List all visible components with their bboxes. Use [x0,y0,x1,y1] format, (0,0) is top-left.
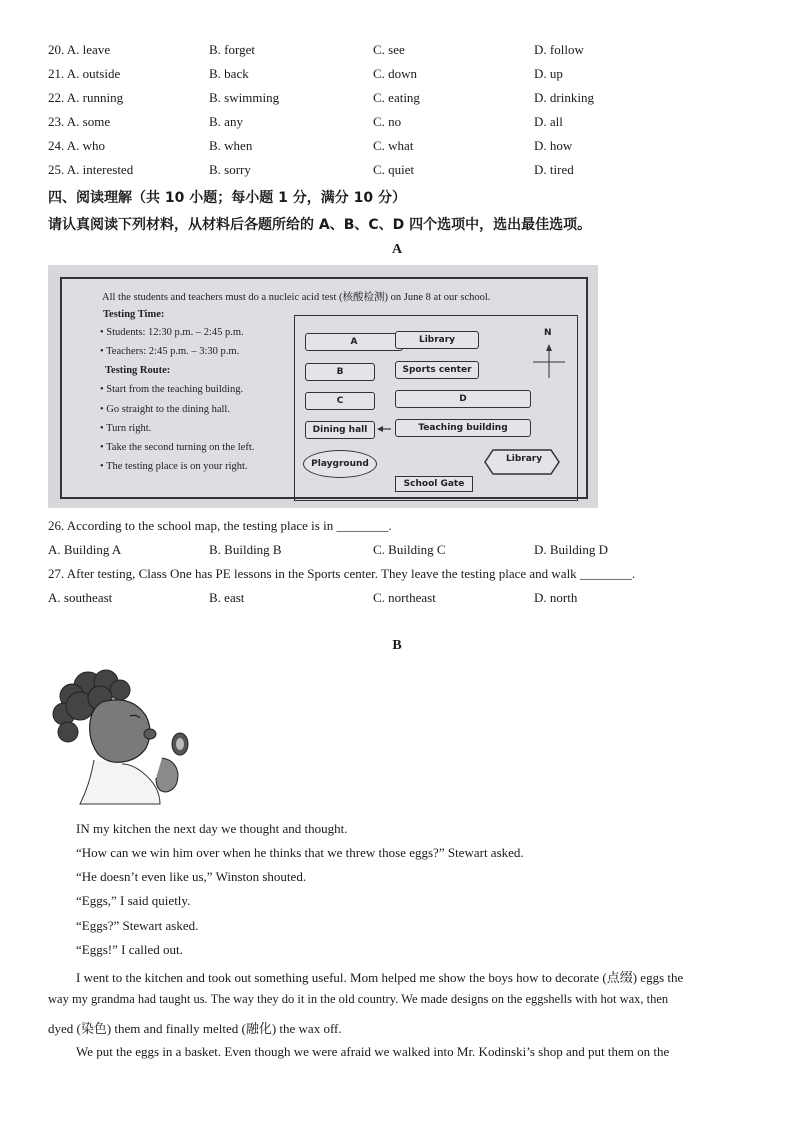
q26-option-c: C. Building C [373,542,446,557]
passage-b-line-1: IN my kitchen the next day we thought and thought. [76,821,348,836]
passage-b-line-8: way my grandma had taught us. The way they do it in the old country. We made designs on the eggshells with hot wax, then [48,992,669,1006]
teachers-time: • Teachers: 2:45 p.m. – 3:30 p.m. [100,346,240,357]
question-26: 26. According to the school map, the testing place is in ________. [48,518,392,533]
q20-option-c: C. see [373,42,405,57]
route-step-4: • Take the second turning on the left. [100,442,255,453]
q27-option-d: D. north [534,590,578,605]
map-building-b: B [305,363,375,381]
passage-b-label: B [392,638,402,653]
q27-option-a: A. southeast [48,590,113,605]
q22-option-b: B. swimming [209,90,280,105]
compass-arrow-icon [546,344,552,351]
map-dining-hall: Dining hall [305,421,375,439]
q26-option-a: A. Building A [48,542,122,557]
passage-b-line-7: I went to the kitchen and took out something useful. Mom helped me show the boys how to decorate (点缀) eggs the [76,970,684,985]
map-library-top: Library [395,331,479,349]
map-library-bottom: Library [506,454,543,464]
passage-b-line-4: “Eggs,” I said quietly. [76,893,191,908]
q22-option-d: D. drinking [534,90,594,105]
map-arrow-head [377,426,383,432]
q21-option-a: 21. A. outside [48,66,121,81]
q21-option-b: B. back [209,66,249,81]
passage-b-line-5: “Eggs?” Stewart asked. [76,918,199,933]
compass-north-label: N [544,328,552,338]
q23-option-b: B. any [209,114,243,129]
q20-option-a: 20. A. leave [48,42,111,57]
passage-b-line-2: “How can we win him over when he thinks that we threw those eggs?” Stewart asked. [76,845,524,860]
nucleic-test-poster [48,265,598,508]
q24-option-c: C. what [373,138,414,153]
map-school-gate: School Gate [395,476,473,492]
route-step-5: • The testing place is on your right. [100,461,248,472]
map-teaching-building: Teaching building [395,419,531,437]
question-27: 27. After testing, Class One has PE lessons in the Sports center. They leave the testing place and walk ________. [48,566,636,581]
q26-option-d: D. Building D [534,542,609,557]
passage-b-line-9: dyed (染色) them and finally melted (融化) the wax off. [48,1021,342,1036]
map-overlay [295,316,577,500]
students-time: • Students: 12:30 p.m. – 2:45 p.m. [100,327,244,338]
q25-option-c: C. quiet [373,162,415,177]
girl-with-egg-illustration [50,664,200,814]
passage-b-line-10: We put the eggs in a basket. Even though we were afraid we walked into Mr. Kodinski’s shop and put them on the [76,1044,670,1059]
passage-b-line-3: “He doesn’t even like us,” Winston shouted. [76,869,307,884]
poster-intro: All the students and teachers must do a nucleic acid test (核酸检测) on June 8 at our school. [102,292,491,303]
q24-option-a: 24. A. who [48,138,106,153]
testing-time-heading: Testing Time: [103,309,165,320]
poster-frame [60,277,588,499]
q23-option-c: C. no [373,114,402,129]
section-instruction: 请认真阅读下列材料，从材料后各题所给的 A、B、C、D 四个选项中，选出最佳选项。 [48,217,592,233]
q27-option-c: C. northeast [373,590,436,605]
section-title: 四、阅读理解（共 10 小题；每小题 1 分，满分 10 分） [48,190,406,206]
testing-route-heading: Testing Route: [105,365,171,376]
route-step-2: • Go straight to the dining hall. [100,404,230,415]
q26-option-b: B. Building B [209,542,282,557]
passage-b-line-6: “Eggs!” I called out. [76,942,183,957]
q25-option-b: B. sorry [209,162,251,177]
route-step-3: • Turn right. [100,423,152,434]
q27-option-b: B. east [209,590,245,605]
map-playground: Playground [303,450,377,478]
map-sports-center: Sports center [395,361,479,379]
passage-a-label: A [391,242,403,257]
q25-option-a: 25. A. interested [48,162,134,177]
q22-option-c: C. eating [373,90,420,105]
q21-option-c: C. down [373,66,418,81]
q20-option-d: D. follow [534,42,584,57]
q22-option-a: 22. A. running [48,90,124,105]
q24-option-b: B. when [209,138,253,153]
q20-option-b: B. forget [209,42,255,57]
q24-option-d: D. how [534,138,573,153]
q21-option-d: D. up [534,66,563,81]
map-building-c: C [305,392,375,410]
school-map [294,315,578,501]
q23-option-a: 23. A. some [48,114,111,129]
q23-option-d: D. all [534,114,563,129]
q25-option-d: D. tired [534,162,574,177]
map-building-a: A [305,333,403,351]
map-building-d: D [395,390,531,408]
route-step-1: • Start from the teaching building. [100,384,244,395]
